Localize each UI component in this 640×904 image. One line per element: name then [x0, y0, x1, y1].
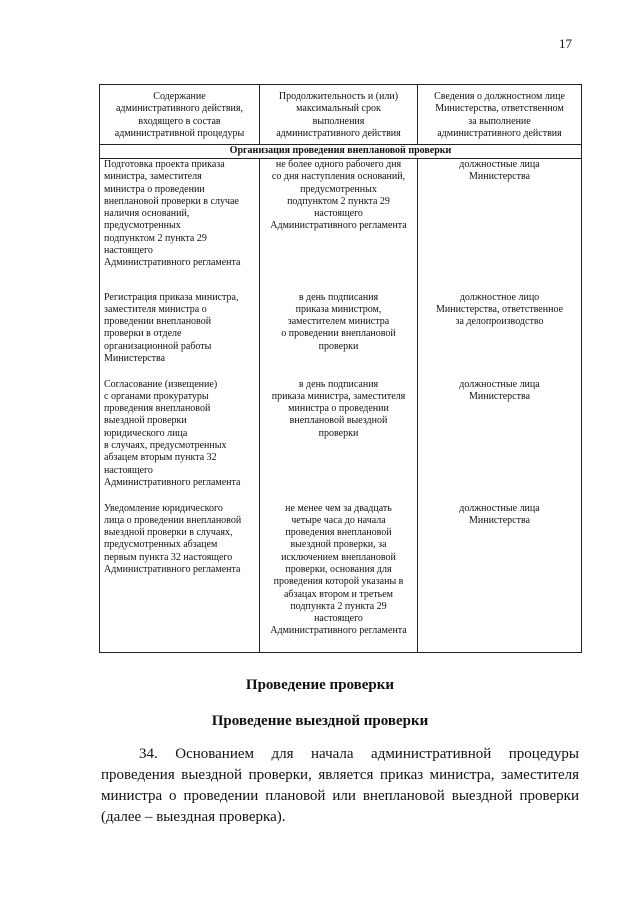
row-content: Согласование (извещение) с органами прокуратуры проведения внеплановой выездной проверки юридического лица в случаях, предусмотренных абзацем вторым пункта 32 настоящего Административного регламента: [100, 379, 260, 503]
header-content: Содержание административного действия, входящего в состав административной процедуры: [100, 85, 260, 145]
row-duration: в день подписания приказа министра, заместителя министра о проведении внеплановой выездной проверки: [260, 379, 418, 503]
section-heading: Проведение проверки: [245, 677, 395, 693]
row-responsible: должностные лица Министерства: [418, 159, 582, 292]
page-number: 17: [559, 36, 572, 51]
row-content: Уведомление юридического лица о проведении внеплановой выездной проверки в случаях, предусмотренных абзацем первым пункта 32 настоящего Административного регламента: [100, 503, 260, 653]
table-row: [100, 503, 582, 653]
row-duration: не менее чем за двадцать четыре часа до начала проведения внеплановой выездной проверки, за исключением внеплановой проверки, основания для проведения которой указаны в абзацах втором и третьем подпункта 2 пункта 29 настоящего Административного регламента: [260, 503, 418, 653]
table-row: [100, 379, 582, 503]
paragraph-34: 34. Основанием для начала административной процедуры проведения выездной проверки, является приказ министра, заместителя министра о проведении плановой или внеплановой выездной проверки (далее – выездная проверка).: [101, 746, 579, 825]
row-duration: в день подписания приказа министром, заместителем министра о проведении внеплановой проверки: [260, 292, 418, 379]
row-duration: не более одного рабочего дня со дня наступления оснований, предусмотренных подпунктом 2 пункта 29 настоящего Административного регламента: [260, 159, 418, 292]
row-responsible: должностное лицо Министерства, ответственное за делопроизводство: [418, 292, 582, 379]
row-content: Подготовка проекта приказа министра, заместителя министра о проведении внеплановой проверки в случае наличия оснований, предусмотренных подпунктом 2 пункта 29 настоящего Административного регламента: [100, 159, 260, 292]
table-row: [100, 292, 582, 379]
row-content: Регистрация приказа министра, заместителя министра о проведении внеплановой проверки в отделе организационной работы Министерства: [100, 292, 260, 379]
table-header-row: [100, 85, 582, 145]
section-row: [100, 145, 582, 159]
row-responsible: должностные лица Министерства: [418, 503, 582, 653]
header-responsible: Сведения о должностном лице Министерства, ответственном за выполнение административного действия: [418, 85, 582, 145]
subsection-heading: Проведение выездной проверки: [211, 713, 429, 729]
table-row: [100, 159, 582, 292]
header-duration: Продолжительность и (или) максимальный срок выполнения административного действия: [260, 85, 418, 145]
procedure-table: [99, 84, 582, 653]
section-title: Организация проведения внеплановой проверки: [100, 145, 582, 159]
row-responsible: должностные лица Министерства: [418, 379, 582, 503]
